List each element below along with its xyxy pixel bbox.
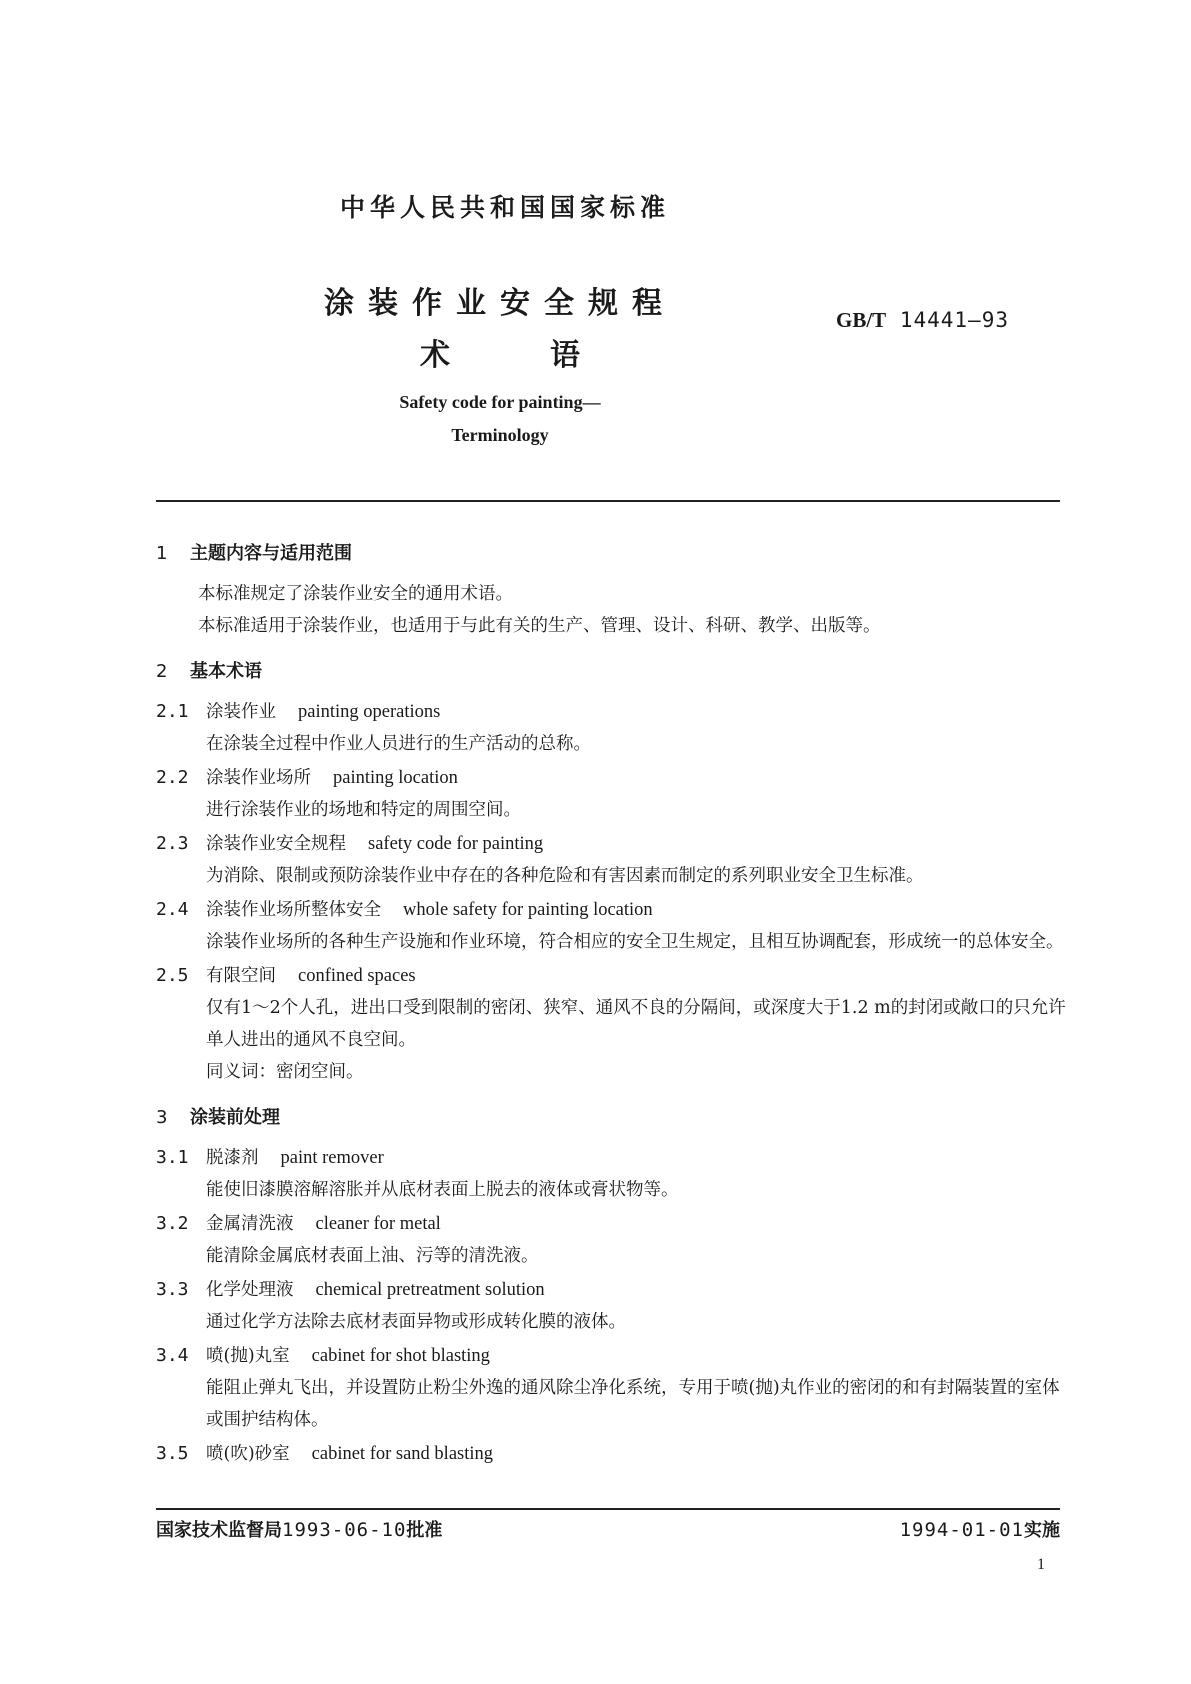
- term-synonym: 同义词：密闭空间。: [206, 1062, 364, 1082]
- term-number: 2.2: [156, 767, 189, 788]
- effective-suffix: 实施: [1024, 1520, 1060, 1541]
- section-number: 2: [156, 661, 168, 682]
- term-entry: [156, 762, 1066, 794]
- term-english: cabinet for sand blasting: [311, 1444, 494, 1464]
- term-chinese: 涂装作业场所: [206, 768, 311, 788]
- standard-code-number: 14441—93: [899, 308, 1009, 332]
- term-definition: 仅有1～2个人孔，进出口受到限制的密闭、狭窄、通风不良的分隔间，或深度大于1.2 m的封闭或敞口的只允许单人进出的通风不良空间。: [206, 998, 1066, 1050]
- approval-suffix: 批准: [406, 1520, 443, 1541]
- term-chinese: 脱漆剂: [206, 1148, 259, 1168]
- term-entry: [156, 1340, 1066, 1372]
- section-heading: [156, 538, 1066, 570]
- section-heading: [156, 656, 1066, 688]
- term-definition: 涂装作业场所的各种生产设施和作业环境，符合相应的安全卫生规定，且相互协调配套，形成统一的总体安全。: [206, 932, 1064, 952]
- term-entry: [156, 1274, 1066, 1306]
- standard-code-prefix: GB/T: [836, 308, 887, 332]
- term-english: painting location: [333, 768, 458, 788]
- term-definition: 通过化学方法除去底材表面异物或形成转化膜的液体。: [206, 1312, 626, 1332]
- term-chinese: 涂装作业安全规程: [206, 834, 346, 854]
- approval-org: 国家技术监督局: [156, 1520, 282, 1541]
- page-number: 1: [1037, 1556, 1045, 1573]
- document-body: [156, 538, 1066, 1470]
- term-chinese: 金属清洗液: [206, 1214, 294, 1234]
- term-chinese: 涂装作业场所整体安全: [206, 900, 381, 920]
- term-english: safety code for painting: [368, 834, 544, 854]
- section-heading: [156, 1102, 1066, 1134]
- term-definition: 在涂装全过程中作业人员进行的生产活动的总称。: [206, 734, 591, 754]
- term-english: cabinet for shot blasting: [311, 1346, 490, 1366]
- section-title: 主题内容与适用范围: [190, 543, 352, 564]
- term-number: 3.5: [156, 1443, 189, 1464]
- national-standard-heading: 中华人民共和国国家标准: [339, 193, 670, 222]
- term-definition: 能阻止弹丸飞出，并设置防止粉尘外逸的通风除尘净化系统，专用于喷(抛)丸作业的密闭的和有封隔装置的室体或围护结构体。: [206, 1378, 1060, 1430]
- approval-date: 1993-06-10: [282, 1519, 407, 1541]
- term-number: 3.1: [156, 1147, 189, 1168]
- effective-date: 1994-01-01: [899, 1519, 1024, 1541]
- term-number: 2.3: [156, 833, 189, 854]
- term-chinese: 喷(吹)砂室: [206, 1444, 290, 1464]
- standard-title-line2: 术语: [420, 338, 680, 373]
- term-english: paint remover: [280, 1148, 384, 1168]
- standard-code: [836, 308, 1009, 333]
- english-title-line2: Terminology: [451, 425, 549, 445]
- section-title: 涂装前处理: [190, 1107, 280, 1128]
- term-entry: [156, 828, 1066, 860]
- paragraph: 本标准规定了涂装作业安全的通用术语。: [198, 584, 513, 604]
- term-number: 3.4: [156, 1345, 189, 1366]
- term-entry: [156, 1142, 1066, 1174]
- term-entry: [156, 960, 1066, 992]
- term-chinese: 涂装作业: [206, 702, 276, 722]
- approval-line: [156, 1516, 442, 1542]
- term-english: cleaner for metal: [315, 1214, 441, 1234]
- term-entry: [156, 1438, 1066, 1470]
- term-chinese: 喷(抛)丸室: [206, 1346, 290, 1366]
- term-number: 3.2: [156, 1213, 189, 1234]
- term-definition: 能使旧漆膜溶解溶胀并从底材表面上脱去的液体或膏状物等。: [206, 1180, 679, 1200]
- term-english: whole safety for painting location: [403, 900, 653, 920]
- term-number: 3.3: [156, 1279, 189, 1300]
- paragraph: 本标准适用于涂装作业，也适用于与此有关的生产、管理、设计、科研、教学、出版等。: [198, 616, 881, 636]
- term-english: chemical pretreatment solution: [315, 1280, 545, 1300]
- effective-line: [900, 1516, 1060, 1542]
- term-definition: 进行涂装作业的场地和特定的周围空间。: [206, 800, 521, 820]
- footer-divider: [156, 1508, 1060, 1510]
- term-entry: [156, 894, 1066, 926]
- term-definition: 为消除、限制或预防涂装作业中存在的各种危险和有害因素而制定的系列职业安全卫生标准。: [206, 866, 924, 886]
- term-number: 2.4: [156, 899, 189, 920]
- standard-title-line1: 涂装作业安全规程: [324, 286, 676, 321]
- term-english: painting operations: [298, 702, 441, 722]
- english-title-line1: Safety code for painting—: [399, 392, 601, 412]
- header-divider: [156, 500, 1060, 502]
- term-chinese: 化学处理液: [206, 1280, 294, 1300]
- section-number: 1: [156, 543, 168, 564]
- section-number: 3: [156, 1107, 168, 1128]
- term-definition: 能清除金属底材表面上油、污等的清洗液。: [206, 1246, 539, 1266]
- term-number: 2.1: [156, 701, 189, 722]
- term-number: 2.5: [156, 965, 189, 986]
- term-chinese: 有限空间: [206, 966, 276, 986]
- term-entry: [156, 696, 1066, 728]
- term-entry: [156, 1208, 1066, 1240]
- section-title: 基本术语: [190, 661, 262, 682]
- term-english: confined spaces: [298, 966, 416, 986]
